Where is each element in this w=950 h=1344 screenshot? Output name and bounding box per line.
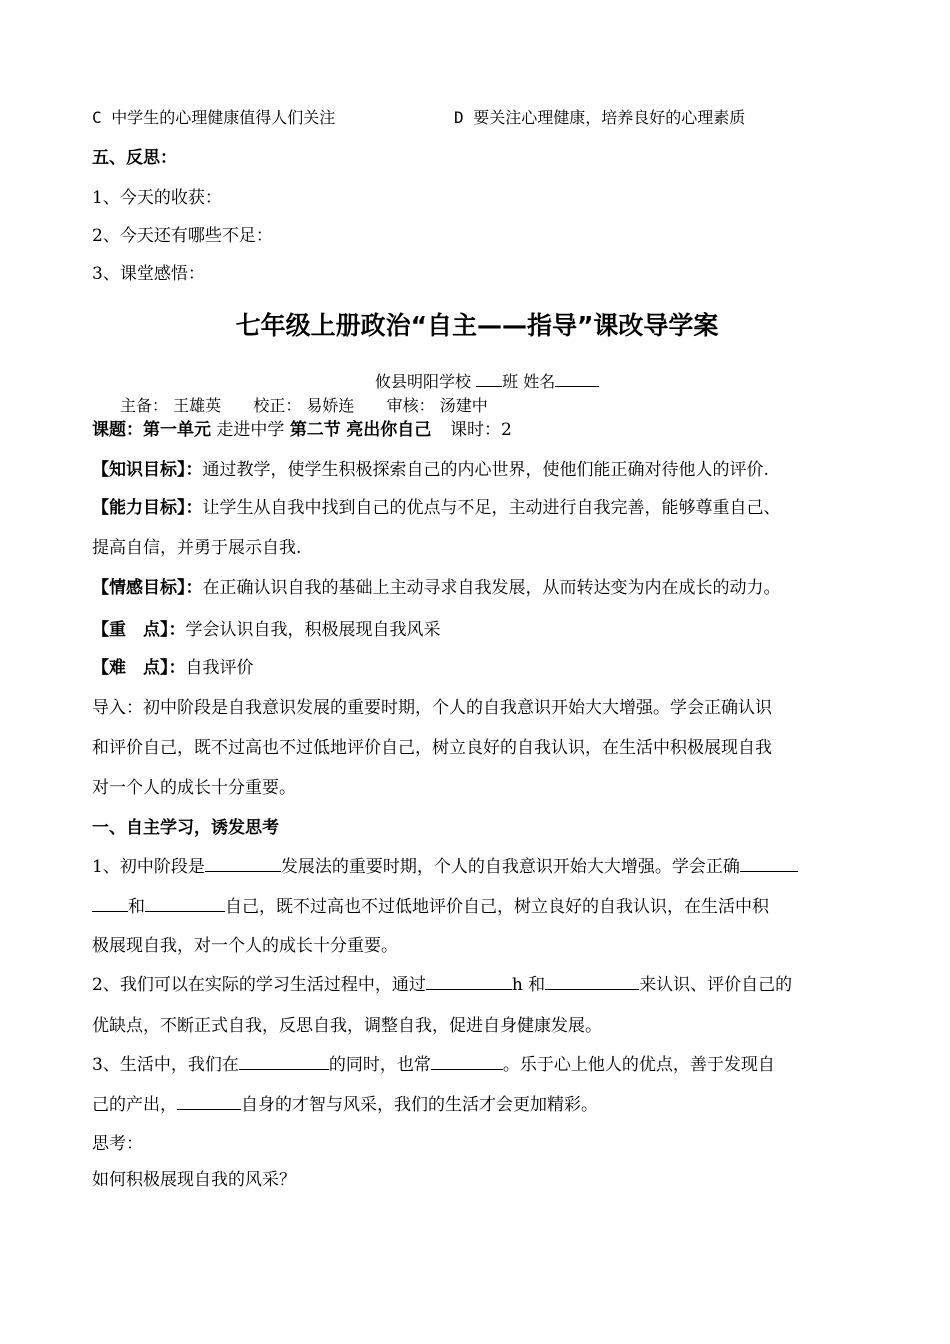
ability-goal	[92, 497, 781, 519]
q3-text-c: 。乐于心上他人的优点，善于发现自	[502, 1055, 775, 1075]
question-2-line-2: 优缺点，不断正式自我，反思自我，调整自我，促进自身健康发展。	[92, 1016, 602, 1036]
topic-label: 课题：	[92, 420, 143, 440]
q2-text-b: h 和	[511, 975, 546, 995]
topic-section: 第二节	[289, 420, 341, 440]
q2-blank-2[interactable]	[545, 973, 639, 990]
question-3-line-1	[92, 1053, 775, 1076]
school-name: 攸县明阳学校	[375, 372, 472, 391]
difficult-point-label: 【难 点】：	[92, 658, 186, 678]
intro-line-3: 对一个人的成长十分重要。	[92, 778, 296, 798]
q1-blank-2-cont[interactable]	[92, 895, 128, 912]
topic-unit-name: 走进中学	[216, 420, 285, 440]
think-question: 如何积极展现自我的风采？	[92, 1170, 296, 1190]
editors-line	[120, 395, 488, 417]
ability-goal-label: 【能力目标】：	[92, 498, 203, 518]
review-label: 审核：	[386, 396, 435, 415]
q3-blank-3[interactable]	[177, 1093, 241, 1110]
difficult-point	[92, 657, 254, 679]
key-point-label: 【重 点】：	[92, 620, 186, 640]
intro-line-1: 导入：初中阶段是自我意识发展的重要时期，个人的自我意识开始大大增强。学会正确认识	[92, 698, 772, 718]
knowledge-goal-text: 通过教学，使学生积极探索自己的内心世界，使他们能正确对待他人的评价.	[202, 460, 769, 480]
option-c: C 中学生的心理健康值得人们关注	[92, 108, 336, 127]
q2-blank-1[interactable]	[426, 973, 512, 990]
q3-text-e: 自身的才智与风采，我们的生活才会更加精彩。	[241, 1095, 598, 1115]
reflection-item-2: 2、今天还有哪些不足：	[92, 226, 273, 246]
question-3-line-2	[92, 1093, 598, 1116]
question-1-line-3: 极展现自我，对一个人的成长十分重要。	[92, 936, 398, 956]
reviewer-name: 汤建中	[439, 396, 488, 415]
q2-text-c: 来认识、评价自己的	[639, 975, 793, 995]
emotion-goal-label: 【情感目标】：	[92, 578, 203, 598]
reflection-heading: 五、反思：	[92, 148, 177, 168]
topic-line	[92, 419, 512, 441]
q3-text-d: 己的产出，	[92, 1095, 177, 1115]
intro-line-2: 和评价自己，既不过高也不过低地评价自己，树立良好的自我认识，在生活中积极展现自我	[92, 738, 772, 758]
ability-goal-text: 让学生从自我中找到自己的优点与不足，主动进行自我完善，能够尊重自己、	[202, 498, 781, 518]
think-label: 思考：	[92, 1134, 143, 1154]
q1-blank-2[interactable]	[740, 855, 798, 872]
proof-label: 校正：	[253, 396, 302, 415]
page-title: 七年级上册政治“自主——指导”课改导学案	[235, 311, 719, 340]
knowledge-goal	[92, 459, 769, 481]
name-label: 姓名	[523, 372, 556, 391]
q3-blank-1[interactable]	[239, 1053, 329, 1070]
emotion-goal-text: 在正确认识自我的基础上主动寻求自我发展，从而转达变为内在成长的动力。	[202, 578, 781, 598]
proof-name: 易娇连	[306, 396, 355, 415]
reflection-item-3: 3、课堂感悟：	[92, 264, 205, 284]
topic-section-name: 亮出你自己	[346, 420, 432, 440]
class-blank[interactable]	[476, 370, 502, 387]
name-blank[interactable]	[555, 370, 599, 387]
editor-name: 王雄英	[173, 396, 222, 415]
topic-unit: 第一单元	[143, 420, 211, 440]
q2-text-a: 2、我们可以在实际的学习生活过程中，通过	[92, 975, 426, 995]
school-line	[375, 370, 599, 393]
key-point-text: 学会认识自我，积极展现自我风采	[185, 620, 441, 640]
section1-heading: 一、自主学习，诱发思考	[92, 818, 279, 838]
key-point	[92, 619, 441, 641]
q1-text-d: 自己，既不过高也不过低地评价自己，树立良好的自我认识，在生活中积	[225, 897, 769, 917]
q3-text-b: 的同时，也常	[328, 1055, 431, 1075]
ability-goal-cont: 提高自信，并勇于展示自我.	[92, 538, 302, 558]
knowledge-goal-label: 【知识目标】：	[92, 460, 203, 480]
q1-text-c: 和	[128, 897, 145, 917]
q3-text-a: 3、生活中，我们在	[92, 1055, 239, 1075]
question-1-line-2	[92, 895, 769, 918]
q3-blank-2[interactable]	[431, 1053, 503, 1070]
question-2-line-1	[92, 973, 792, 996]
emotion-goal	[92, 577, 781, 599]
topic-period-label: 课时：	[450, 420, 502, 440]
question-1-line-1	[92, 855, 798, 878]
reflection-item-1: 1、今天的收获：	[92, 188, 222, 208]
q1-text-b: 发展法的重要时期，个人的自我意识开始大大增强。学会正确	[280, 857, 740, 877]
q1-text-a: 1、初中阶段是	[92, 857, 205, 877]
topic-period: 2	[501, 420, 512, 440]
q1-blank-1[interactable]	[205, 855, 281, 872]
editor-label: 主备：	[120, 396, 169, 415]
q1-blank-3[interactable]	[145, 895, 225, 912]
difficult-point-text: 自我评价	[185, 658, 254, 678]
class-label: 班	[502, 372, 519, 391]
option-d: D 要关注心理健康，培养良好的心理素质	[454, 108, 746, 127]
